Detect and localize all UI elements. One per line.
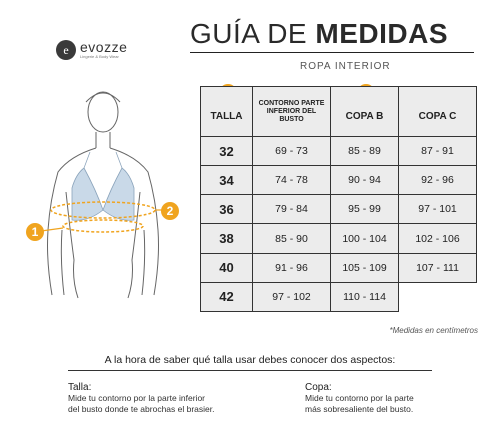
brand-name: evozze [80, 39, 128, 55]
table-header-row [201, 87, 477, 137]
copa-title: Copa: [305, 382, 332, 393]
talla-desc-line1: Mide tu contorno por la parte inferior [68, 393, 206, 403]
title-divider [190, 52, 474, 53]
figure-left-arm-inner [61, 230, 64, 295]
brand-logo-icon: e [56, 40, 76, 60]
header-copa-c: COPA C [399, 87, 477, 137]
figure-head [88, 92, 118, 132]
table-row [201, 195, 477, 224]
figure-right-arm-outer [154, 230, 159, 295]
brand-text [80, 40, 127, 60]
figure-right-arm-inner [142, 230, 145, 295]
figure-marker-two: 2 [161, 202, 179, 220]
cell-copa-c: 92 - 96 [399, 166, 477, 195]
cell-copa-c: 87 - 91 [399, 137, 477, 166]
bra-shape [72, 152, 134, 220]
table-row [201, 253, 477, 282]
intro-divider [68, 370, 432, 371]
copa-explanation [305, 382, 480, 415]
table-row [201, 166, 477, 195]
cell-talla: 32 [201, 137, 253, 166]
cell-contorno: 69 - 73 [253, 137, 331, 166]
table-row [201, 137, 477, 166]
cell-copa-c: 107 - 111 [399, 253, 477, 282]
cell-copa-c-empty [399, 282, 477, 311]
brand-tagline: Lingerie & Body Wear [80, 54, 119, 59]
cell-copa-b: 105 - 109 [331, 253, 399, 282]
cell-copa-c: 97 - 101 [399, 195, 477, 224]
cell-talla: 40 [201, 253, 253, 282]
talla-title: Talla: [68, 382, 92, 393]
title-bold: MEDIDAS [315, 18, 448, 49]
cell-copa-b: 110 - 114 [331, 282, 399, 311]
cell-talla: 42 [201, 282, 253, 311]
cell-contorno: 79 - 84 [253, 195, 331, 224]
header-talla: TALLA [201, 87, 253, 137]
cell-contorno: 74 - 78 [253, 166, 331, 195]
cell-copa-b: 90 - 94 [331, 166, 399, 195]
size-guide-table [200, 86, 477, 312]
cell-copa-b: 85 - 89 [331, 137, 399, 166]
cell-talla: 34 [201, 166, 253, 195]
cell-talla: 38 [201, 224, 253, 253]
cell-contorno: 97 - 102 [253, 282, 331, 311]
cell-contorno: 91 - 96 [253, 253, 331, 282]
body-figure-illustration [0, 80, 190, 300]
cell-talla: 36 [201, 195, 253, 224]
header-copa-b: COPA B [331, 87, 399, 137]
talla-explanation [68, 382, 278, 415]
table-row [201, 282, 477, 311]
cell-copa-b: 95 - 99 [331, 195, 399, 224]
bra-left-strap [84, 152, 90, 168]
underbust-measure-line [63, 220, 143, 232]
bra-left-cup [72, 168, 103, 220]
size-table [200, 86, 476, 312]
cell-copa-c: 102 - 106 [399, 224, 477, 253]
intro-text: A la hora de saber qué talla usar debes conocer dos aspectos: [104, 354, 396, 366]
measure-note: *Medidas en centímetros [389, 326, 478, 335]
talla-desc-line2: del busto donde te abrochas el brasier. [68, 404, 215, 414]
page-subtitle: ROPA INTERIOR [300, 61, 391, 72]
bra-right-cup [103, 168, 134, 220]
figure-left-arm-outer [48, 230, 53, 295]
brand-logo-block [56, 40, 127, 60]
page-title [190, 18, 448, 50]
cell-copa-b: 100 - 104 [331, 224, 399, 253]
title-light: GUÍA DE [190, 18, 308, 49]
cell-contorno: 85 - 90 [253, 224, 331, 253]
copa-desc-line2: más sobresaliente del busto. [305, 404, 414, 414]
copa-desc-line1: Mide tu contorno por la parte [305, 393, 414, 403]
bra-right-strap [116, 152, 122, 168]
header-contorno: CONTORNO PARTE INFERIOR DEL BUSTO [253, 87, 331, 137]
table-row [201, 224, 477, 253]
figure-marker-one: 1 [26, 223, 44, 241]
